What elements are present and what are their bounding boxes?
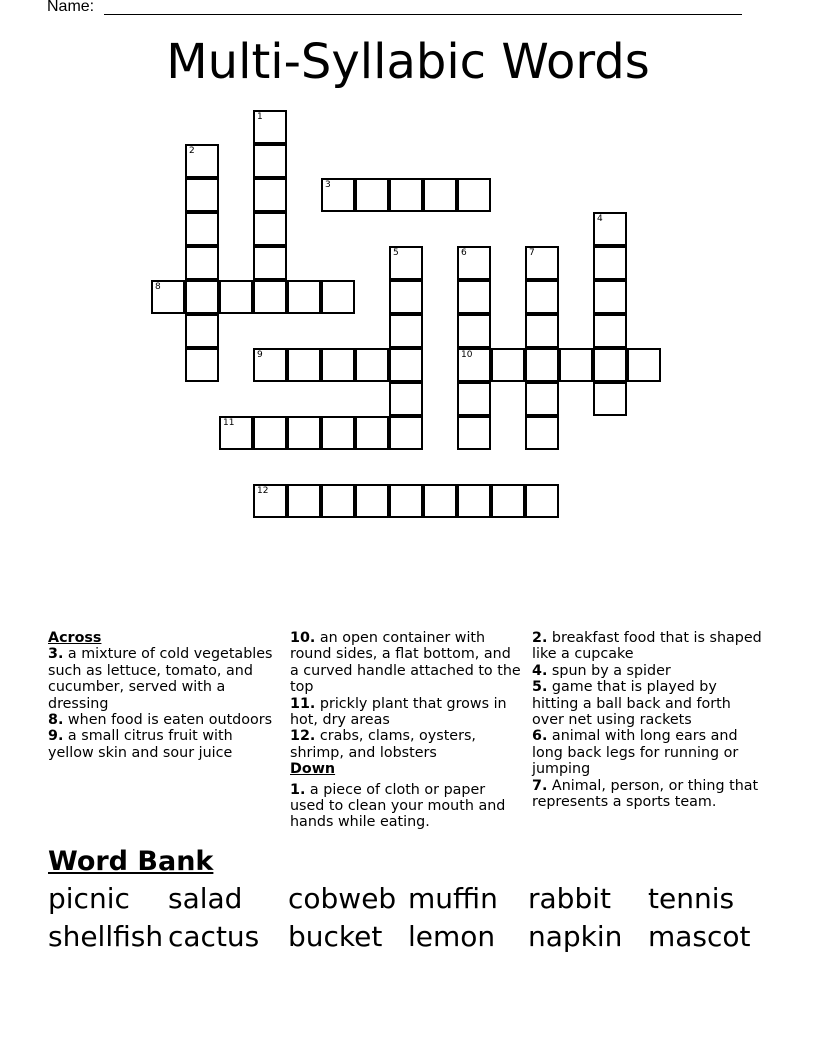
word-bank-word: rabbit	[528, 882, 611, 915]
clue-number: 4.	[532, 662, 548, 679]
cell-number: 8	[155, 282, 161, 292]
grid-cell[interactable]	[287, 484, 321, 518]
cell-number: 7	[529, 248, 535, 258]
grid-cell[interactable]	[321, 484, 355, 518]
cell-number: 5	[393, 248, 399, 258]
clue-number: 3.	[48, 646, 64, 663]
grid-cell[interactable]	[593, 382, 627, 416]
word-bank-word: picnic	[48, 882, 130, 915]
grid-cell[interactable]	[457, 484, 491, 518]
page-title: Multi-Syllabic Words	[166, 34, 650, 90]
grid-cell[interactable]	[389, 416, 423, 450]
clue-text: an open container with round sides, a flat bottom, and a curved handle attached to the top	[290, 630, 521, 696]
clue	[532, 679, 764, 728]
grid-cell[interactable]	[559, 348, 593, 382]
grid-cell[interactable]	[185, 178, 219, 212]
grid-cell[interactable]	[321, 416, 355, 450]
clue-number: 1.	[290, 781, 306, 798]
down-heading: Down	[290, 761, 336, 778]
word-bank-word: cobweb	[288, 882, 397, 915]
cell-number: 6	[461, 248, 467, 258]
clue	[48, 646, 276, 712]
clue-text: breakfast food that is shaped like a cupcake	[532, 630, 762, 663]
clue	[48, 728, 276, 761]
grid-cell[interactable]	[389, 314, 423, 348]
grid-cell[interactable]	[253, 484, 287, 518]
clue-text: prickly plant that grows in hot, dry areas	[290, 695, 507, 729]
grid-cell[interactable]	[355, 416, 389, 450]
grid-cell[interactable]	[457, 280, 491, 314]
word-bank-word: napkin	[528, 920, 623, 953]
grid-cell[interactable]	[457, 416, 491, 450]
grid-cell[interactable]	[423, 178, 457, 212]
grid-cell[interactable]	[253, 178, 287, 212]
cell-number: 12	[257, 486, 269, 496]
grid-cell[interactable]	[185, 280, 219, 314]
word-bank-word: muffin	[408, 882, 498, 915]
word-bank-word: tennis	[648, 882, 735, 915]
grid-cell[interactable]	[423, 484, 457, 518]
grid-cell[interactable]	[457, 246, 491, 280]
clue-number: 2.	[532, 630, 548, 646]
cell-number: 4	[597, 214, 603, 224]
grid-cell[interactable]	[525, 246, 559, 280]
grid-cell[interactable]	[185, 246, 219, 280]
grid-cell[interactable]	[525, 314, 559, 348]
word-bank-word: salad	[168, 882, 243, 915]
grid-cell[interactable]	[525, 416, 559, 450]
grid-cell[interactable]	[253, 348, 287, 382]
grid-cell[interactable]	[525, 382, 559, 416]
clue-number: 10.	[290, 630, 316, 646]
grid-cell[interactable]	[389, 484, 423, 518]
clue-text: a piece of cloth or paper used to clean your mouth and hands while eating.	[290, 781, 506, 831]
clue	[290, 782, 522, 831]
grid-cell[interactable]	[525, 280, 559, 314]
clue-text: a small citrus fruit with yellow skin and sour juice	[48, 728, 233, 761]
grid-cell[interactable]	[287, 416, 321, 450]
grid-cell[interactable]	[593, 212, 627, 246]
grid-cell[interactable]	[491, 348, 525, 382]
grid-cell[interactable]	[457, 314, 491, 348]
clue-number: 5.	[532, 679, 548, 696]
grid-cell[interactable]	[185, 348, 219, 382]
grid-cell[interactable]	[321, 348, 355, 382]
grid-cell[interactable]	[593, 314, 627, 348]
grid-cell[interactable]	[219, 280, 253, 314]
clue	[532, 630, 764, 663]
grid-cell[interactable]	[627, 348, 661, 382]
grid-cell[interactable]	[593, 348, 627, 382]
clue-column-2	[290, 630, 522, 831]
grid-cell[interactable]	[457, 178, 491, 212]
grid-cell[interactable]	[525, 348, 559, 382]
grid-cell[interactable]	[355, 484, 389, 518]
word-bank-word: bucket	[288, 920, 383, 953]
grid-cell[interactable]	[253, 416, 287, 450]
clue-text: Animal, person, or thing that represents a sports team.	[532, 777, 759, 811]
clue-text: game that is played by hitting a ball back and forth over net using rackets	[532, 679, 731, 729]
clue-text: spun by a spider	[547, 662, 671, 679]
clue	[532, 663, 764, 679]
grid-cell[interactable]	[389, 348, 423, 382]
grid-cell[interactable]	[287, 280, 321, 314]
clue	[532, 728, 764, 777]
word-bank-word: cactus	[168, 920, 260, 953]
grid-cell[interactable]	[253, 246, 287, 280]
grid-cell[interactable]	[321, 178, 355, 212]
grid-cell[interactable]	[253, 280, 287, 314]
grid-cell[interactable]	[151, 280, 185, 314]
grid-cell[interactable]	[253, 212, 287, 246]
clue-column-1	[48, 630, 276, 761]
name-label: Name:	[47, 0, 95, 15]
word-bank-title: Word Bank	[48, 846, 214, 877]
grid-cell[interactable]	[525, 484, 559, 518]
grid-cell[interactable]	[185, 314, 219, 348]
grid-cell[interactable]	[219, 416, 253, 450]
clue-number: 12.	[290, 728, 316, 745]
clue	[290, 728, 522, 761]
clue-column-3	[532, 630, 764, 810]
grid-cell[interactable]	[253, 110, 287, 144]
grid-cell[interactable]	[185, 212, 219, 246]
grid-cell[interactable]	[389, 280, 423, 314]
grid-cell[interactable]	[355, 348, 389, 382]
cell-number: 1	[257, 112, 263, 122]
clue-text: crabs, clams, oysters, shrimp, and lobsters	[290, 728, 476, 761]
clue-number: 11.	[290, 695, 316, 712]
grid-cell[interactable]	[389, 382, 423, 416]
cell-number: 2	[189, 146, 195, 156]
word-bank-word: lemon	[408, 920, 496, 953]
grid-cell[interactable]	[491, 484, 525, 518]
across-heading: Across	[48, 630, 102, 646]
grid-cell[interactable]	[389, 246, 423, 280]
grid-cell[interactable]	[321, 280, 355, 314]
clue	[290, 630, 522, 696]
grid-cell[interactable]	[457, 382, 491, 416]
grid-cell[interactable]	[389, 178, 423, 212]
cell-number: 10	[461, 350, 473, 360]
grid-cell[interactable]	[185, 144, 219, 178]
word-bank-word: shellfish	[48, 920, 164, 953]
clue-text: a mixture of cold vegetables such as lettuce, tomato, and cucumber, served with a dressing	[48, 646, 273, 712]
grid-cell[interactable]	[287, 348, 321, 382]
clue-number: 8.	[48, 712, 64, 729]
clue	[532, 778, 764, 811]
clue	[290, 696, 522, 729]
clue-text: animal with long ears and long back legs for running or jumping	[532, 728, 739, 778]
grid-cell[interactable]	[593, 246, 627, 280]
cell-number: 9	[257, 350, 263, 360]
clue-number: 7.	[532, 777, 548, 794]
grid-cell[interactable]	[593, 280, 627, 314]
cell-number: 11	[223, 418, 235, 428]
word-bank-word: mascot	[648, 920, 751, 953]
clue-number: 9.	[48, 728, 64, 745]
grid-cell[interactable]	[457, 348, 491, 382]
grid-cell[interactable]	[253, 144, 287, 178]
cell-number: 3	[325, 180, 331, 190]
clue	[48, 712, 276, 728]
grid-cell[interactable]	[355, 178, 389, 212]
clue-number: 6.	[532, 728, 548, 745]
clue-text: when food is eaten outdoors	[63, 712, 273, 729]
